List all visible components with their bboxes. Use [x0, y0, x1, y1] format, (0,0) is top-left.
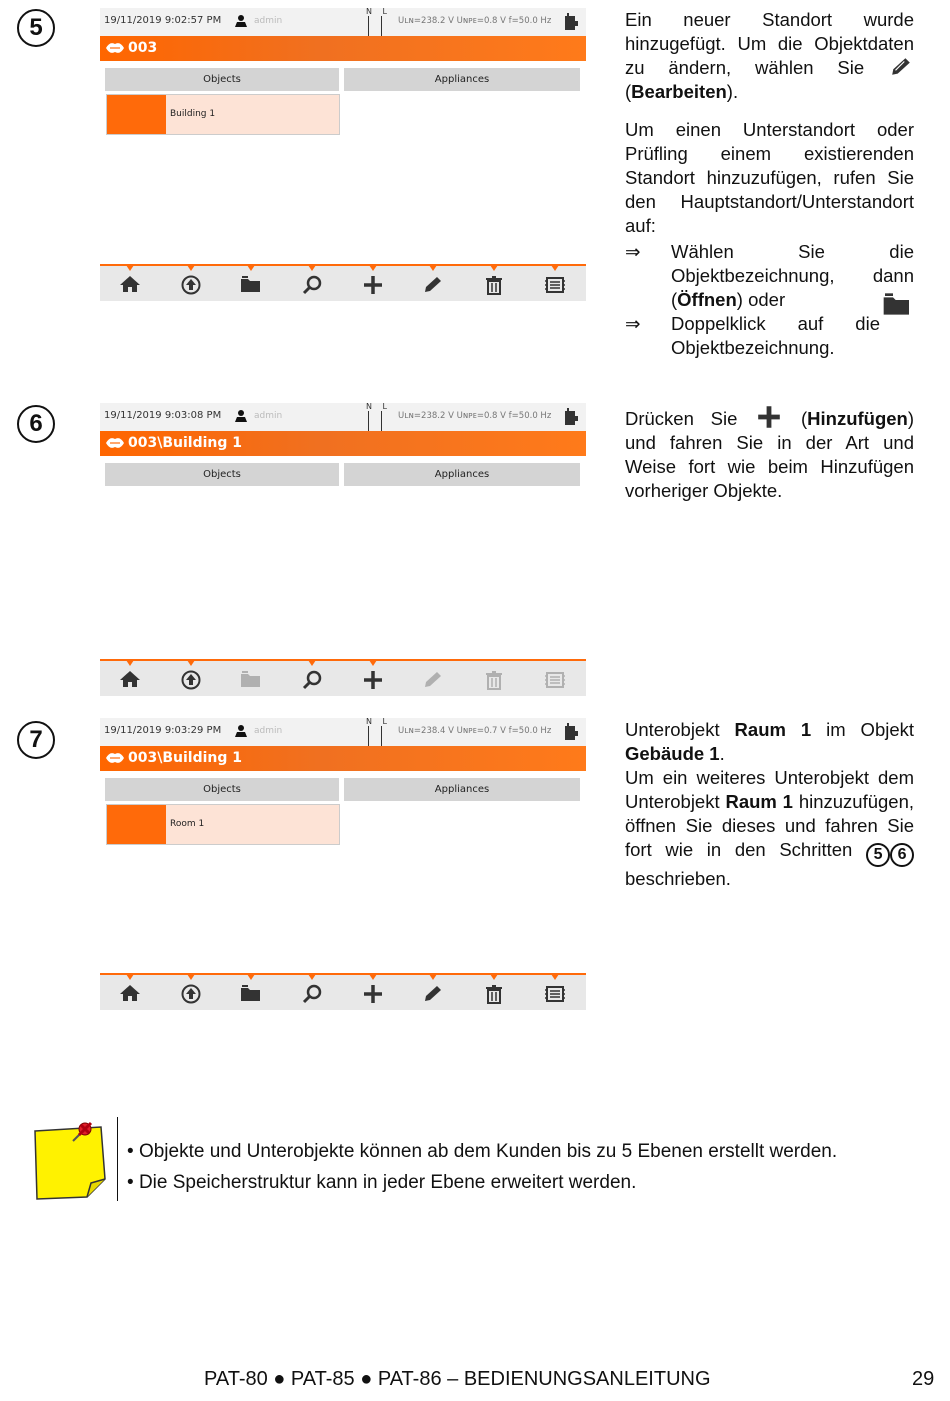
folder-icon — [240, 984, 262, 1002]
step-7-text — [625, 718, 914, 891]
object-list-item[interactable] — [106, 804, 340, 845]
add-button[interactable] — [343, 661, 403, 696]
home-icon — [119, 670, 141, 688]
text-fragment: Drücken Sie — [625, 408, 738, 429]
pencil-icon — [422, 984, 444, 1004]
user-name: admin — [254, 16, 283, 26]
phase-indicator — [368, 726, 382, 746]
logo-icon — [104, 41, 126, 55]
plus-icon — [362, 670, 384, 690]
phase-indicator — [368, 411, 382, 431]
phase-indicator — [368, 16, 382, 36]
object-swatch — [107, 95, 166, 134]
step-reference-5: 5 — [866, 843, 890, 867]
note-item: • Die Speicherstruktur kann in jeder Ebene erweitert werden. — [127, 1167, 837, 1198]
tab-appliances[interactable]: Appliances — [344, 68, 580, 91]
step-6-paragraph — [625, 405, 914, 503]
trash-icon — [483, 275, 505, 295]
user-icon — [234, 724, 248, 738]
pencil-icon — [422, 275, 444, 295]
sticky-note-icon — [29, 1117, 113, 1203]
delete-button — [464, 661, 524, 696]
bold-term-hinzufuegen: Hinzufügen — [807, 408, 908, 429]
page-number: 29 — [912, 1368, 935, 1390]
tab-objects[interactable]: Objects — [105, 778, 339, 801]
up-level-icon — [180, 275, 202, 295]
bold-term-raum-1: Raum 1 — [734, 719, 812, 740]
plug-icon — [564, 13, 578, 31]
memory-button[interactable] — [525, 975, 585, 1010]
text-fragment: Ein neuer Standort wurde hinzugefügt. Um die Objektdaten zu ändern, wählen Sie — [625, 9, 914, 78]
text-fragment: beschrieben. — [625, 868, 731, 889]
folder-icon — [240, 275, 262, 293]
search-icon — [301, 670, 323, 690]
voltage-readout: Uʟɴ=238.2 V Uɴᴘᴇ=0.8 V f=50.0 Hz — [398, 16, 552, 26]
text-fragment: ). — [726, 81, 739, 102]
home-button[interactable] — [100, 975, 160, 1010]
device-screen-step-6 — [100, 403, 586, 695]
phase-label: N L — [366, 7, 391, 16]
open-folder-button[interactable] — [221, 975, 281, 1010]
tab-appliances[interactable]: Appliances — [344, 778, 580, 801]
tab-appliances[interactable]: Appliances — [344, 463, 580, 486]
bottom-toolbar — [100, 659, 586, 696]
text-fragment: ( — [671, 289, 678, 310]
edit-button — [403, 661, 463, 696]
step-7-paragraph — [625, 718, 914, 891]
datetime: 19/11/2019 9:02:57 PM — [104, 15, 222, 26]
step-5-text — [625, 8, 914, 360]
search-button[interactable] — [282, 661, 342, 696]
voltage-readout: Uʟɴ=238.4 V Uɴᴘᴇ=0.7 V f=50.0 Hz — [398, 726, 552, 736]
list-item — [625, 312, 914, 360]
bold-term-raum-1: Raum 1 — [725, 791, 793, 812]
bold-term-bearbeiten: Bearbeiten — [631, 81, 727, 102]
plug-icon — [564, 408, 578, 426]
add-button[interactable] — [343, 266, 403, 301]
search-button[interactable] — [282, 266, 342, 301]
list-item — [625, 240, 914, 312]
memory-button[interactable] — [525, 266, 585, 301]
object-label: Room 1 — [170, 819, 205, 829]
text-fragment: ( — [625, 81, 632, 102]
logo-icon — [104, 436, 126, 450]
memory-icon — [544, 984, 566, 1004]
text-fragment: Doppelklick auf die Objektbezeichnung. — [671, 313, 880, 358]
text-fragment: Wählen Sie die Objektbezeichnung, dann — [671, 241, 914, 286]
tab-objects[interactable]: Objects — [105, 463, 339, 486]
status-bar — [100, 403, 586, 431]
title-bar — [100, 746, 586, 771]
phase-label: N L — [366, 717, 391, 726]
home-icon — [119, 275, 141, 293]
location-title: 003\Building 1 — [128, 750, 242, 766]
search-icon — [301, 275, 323, 295]
pencil-icon — [422, 670, 444, 690]
user-icon — [234, 14, 248, 28]
plug-icon — [564, 723, 578, 741]
trash-icon — [483, 984, 505, 1004]
title-bar — [100, 36, 586, 61]
up-level-icon — [180, 984, 202, 1004]
step-number-6: 6 — [17, 405, 55, 443]
bold-term-gebaeude-1: Gebäude 1 — [625, 743, 720, 764]
text-fragment: . — [719, 743, 725, 764]
footer-title: PAT-80 ● PAT-85 ● PAT-86 – BEDIENUNGSANLEITUNG — [204, 1368, 711, 1390]
instruction-list — [625, 240, 914, 360]
memory-button — [525, 661, 585, 696]
home-button[interactable] — [100, 661, 160, 696]
title-bar — [100, 431, 586, 456]
delete-button[interactable] — [464, 266, 524, 301]
step-number-5: 5 — [17, 9, 55, 47]
home-icon — [119, 984, 141, 1002]
memory-icon — [544, 275, 566, 295]
user-icon — [234, 409, 248, 423]
home-button[interactable] — [100, 266, 160, 301]
search-icon — [301, 984, 323, 1004]
edit-button[interactable] — [403, 266, 463, 301]
text-fragment: ) oder — [736, 289, 786, 310]
text-fragment: hinzuzufügen, öffnen Sie dieses und fahren Sie fort wie in den Schritten — [625, 791, 915, 860]
phase-label: N L — [366, 402, 391, 411]
status-bar — [100, 718, 586, 746]
search-button[interactable] — [282, 975, 342, 1010]
user-name: admin — [254, 411, 283, 421]
text-fragment: im Objekt — [826, 719, 915, 740]
step-number-7: 7 — [17, 721, 55, 759]
text-fragment: ( — [800, 408, 808, 429]
bold-term-oeffnen: Öffnen — [677, 289, 737, 310]
device-screen-step-5 — [100, 8, 586, 300]
datetime: 19/11/2019 9:03:29 PM — [104, 725, 222, 736]
step-6-text — [625, 405, 914, 503]
datetime: 19/11/2019 9:03:08 PM — [104, 410, 222, 421]
status-bar — [100, 8, 586, 36]
location-title: 003 — [128, 40, 158, 56]
trash-icon — [483, 670, 505, 690]
note-divider — [117, 1117, 118, 1201]
voltage-readout: Uʟɴ=238.2 V Uɴᴘᴇ=0.8 V f=50.0 Hz — [398, 411, 552, 421]
up-level-button[interactable] — [161, 661, 221, 696]
plus-icon — [362, 984, 384, 1004]
plus-icon — [754, 405, 784, 429]
note-item: • Objekte und Unterobjekte können ab dem Kunden bis zu 5 Ebenen erstellt werden. — [127, 1136, 837, 1167]
object-label: Building 1 — [170, 109, 216, 119]
edit-button[interactable] — [403, 975, 463, 1010]
step-5-paragraph-1 — [625, 8, 914, 104]
tab-objects[interactable]: Objects — [105, 68, 339, 91]
device-screen-step-7 — [100, 718, 586, 1010]
step-5-paragraph-2: Um einen Unterstandort oder Prüfling einem existierenden Standort hinzuzufügen, rufen Sie den Hauptstandort/Unterstandort auf: — [625, 119, 914, 236]
object-swatch — [107, 805, 166, 844]
bottom-toolbar — [100, 264, 586, 301]
memory-icon — [544, 670, 566, 690]
folder-icon — [240, 670, 262, 688]
text-fragment: ) und fahren Sie in der Art und Weise fort wie beim Hinzufügen vorheriger Objekte. — [625, 408, 915, 501]
plus-icon — [362, 275, 384, 295]
arrow-icon: ⇒ — [625, 313, 641, 334]
up-level-icon — [180, 670, 202, 690]
logo-icon — [104, 751, 126, 765]
object-list-item[interactable] — [106, 94, 340, 135]
arrow-icon: ⇒ — [625, 241, 641, 262]
delete-button[interactable] — [464, 975, 524, 1010]
open-folder-button[interactable] — [221, 266, 281, 301]
up-level-button[interactable] — [161, 266, 221, 301]
add-button[interactable] — [343, 975, 403, 1010]
user-name: admin — [254, 726, 283, 736]
step-reference-6: 6 — [890, 843, 914, 867]
bottom-toolbar — [100, 973, 586, 1010]
note-list — [127, 1136, 837, 1198]
text-fragment: Unterobjekt — [625, 719, 720, 740]
text-fragment: Um ein weiteres Unterobjekt dem Unterobjekt — [625, 767, 914, 812]
location-title: 003\Building 1 — [128, 435, 242, 451]
open-folder-button — [221, 661, 281, 696]
up-level-button[interactable] — [161, 975, 221, 1010]
pencil-icon — [888, 56, 914, 78]
